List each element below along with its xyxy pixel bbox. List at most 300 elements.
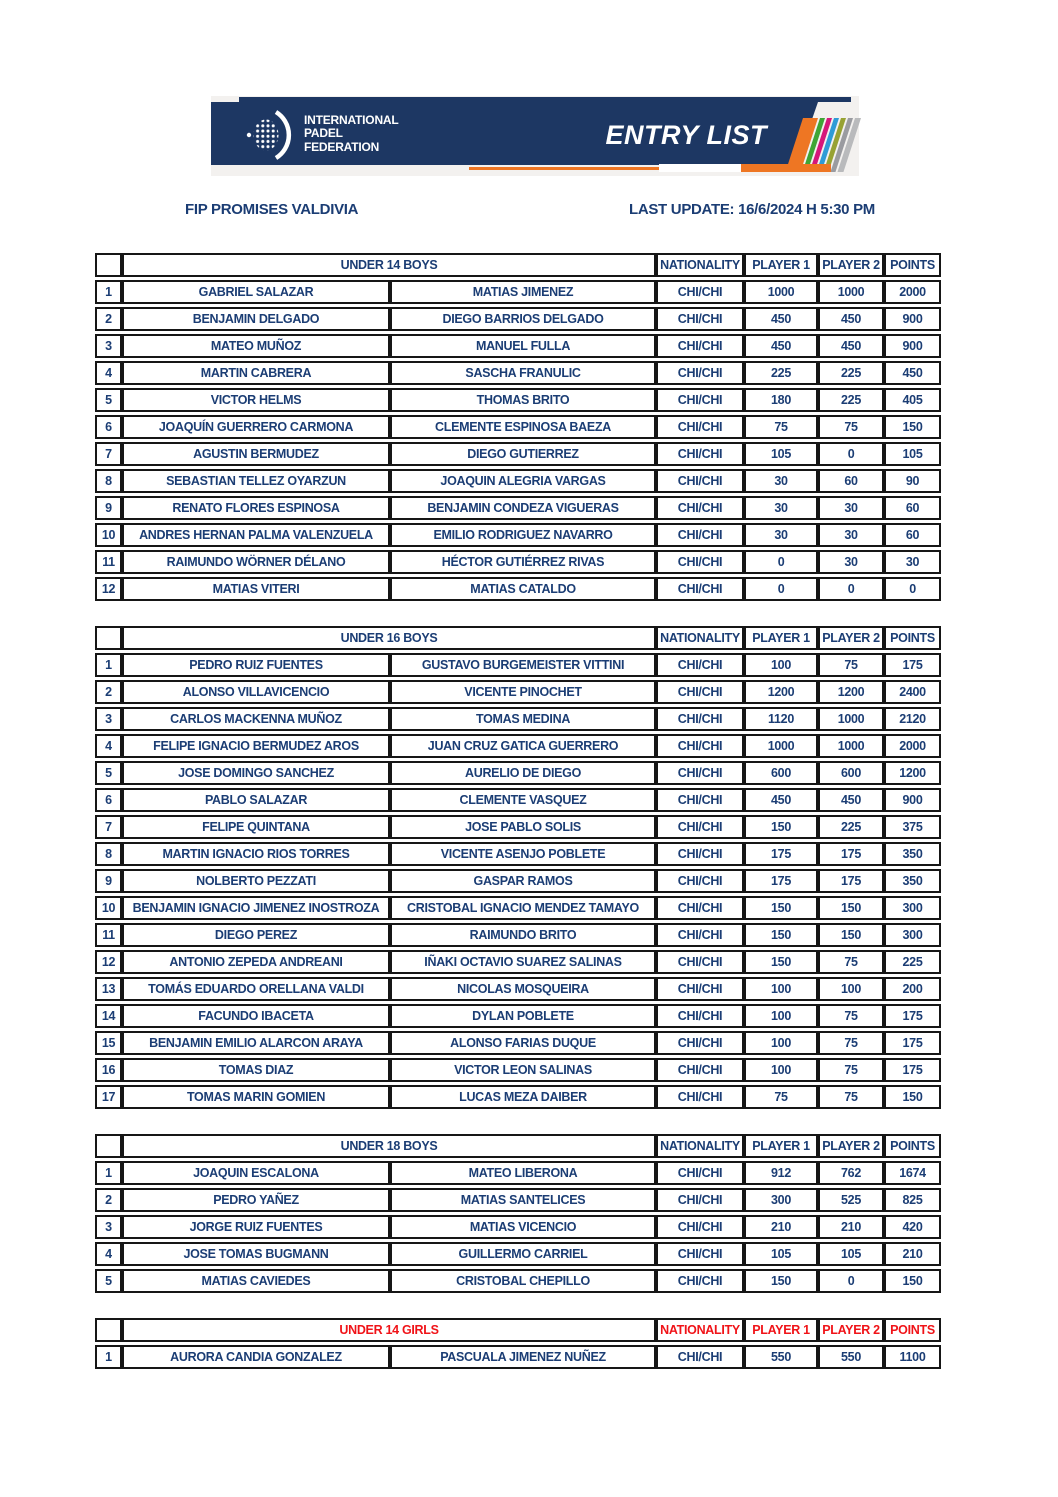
player1-name: JOSE TOMAS BUGMANN bbox=[122, 1242, 390, 1266]
header-banner bbox=[211, 96, 859, 176]
player1-points: 175 bbox=[744, 842, 818, 866]
points-total: 150 bbox=[884, 1269, 941, 1293]
col-header-player2: PLAYER 2 bbox=[818, 1134, 884, 1158]
points-total: 175 bbox=[884, 1004, 941, 1028]
table-row bbox=[95, 1004, 941, 1028]
player1-points: 0 bbox=[744, 577, 818, 601]
table-row bbox=[95, 1188, 941, 1212]
nationality-cell: CHI/CHI bbox=[656, 415, 744, 439]
player2-name: MATIAS CATALDO bbox=[390, 577, 656, 601]
player1-points: 100 bbox=[744, 653, 818, 677]
player2-name: VICENTE PINOCHET bbox=[390, 680, 656, 704]
points-total: 200 bbox=[884, 977, 941, 1001]
nationality-cell: CHI/CHI bbox=[656, 680, 744, 704]
player1-name: ALONSO VILLAVICENCIO bbox=[122, 680, 390, 704]
nationality-cell: CHI/CHI bbox=[656, 923, 744, 947]
meta-row bbox=[185, 201, 875, 218]
col-header-nationality: NATIONALITY bbox=[656, 1134, 744, 1158]
player2-points: 225 bbox=[818, 388, 884, 412]
player1-points: 150 bbox=[744, 950, 818, 974]
nationality-cell: CHI/CHI bbox=[656, 1004, 744, 1028]
player2-name: AURELIO DE DIEGO bbox=[390, 761, 656, 785]
row-number: 3 bbox=[95, 707, 122, 731]
logo-line-1: INTERNATIONAL bbox=[304, 113, 399, 128]
player2-points: 30 bbox=[818, 496, 884, 520]
player2-name: HÉCTOR GUTIÉRREZ RIVAS bbox=[390, 550, 656, 574]
row-number: 7 bbox=[95, 815, 122, 839]
player2-name: EMILIO RODRIGUEZ NAVARRO bbox=[390, 523, 656, 547]
player1-name: VICTOR HELMS bbox=[122, 388, 390, 412]
row-number: 15 bbox=[95, 1031, 122, 1055]
table-row bbox=[95, 842, 941, 866]
points-total: 0 bbox=[884, 577, 941, 601]
nationality-cell: CHI/CHI bbox=[656, 469, 744, 493]
player2-name: DIEGO BARRIOS DELGADO bbox=[390, 307, 656, 331]
row-number: 14 bbox=[95, 1004, 122, 1028]
entry-table bbox=[95, 250, 941, 604]
player1-name: MATEO MUÑOZ bbox=[122, 334, 390, 358]
row-number: 4 bbox=[95, 1242, 122, 1266]
player2-name: MATIAS SANTELICES bbox=[390, 1188, 656, 1212]
nationality-cell: CHI/CHI bbox=[656, 550, 744, 574]
player2-points: 0 bbox=[818, 442, 884, 466]
points-total: 150 bbox=[884, 415, 941, 439]
nationality-cell: CHI/CHI bbox=[656, 442, 744, 466]
player2-points: 450 bbox=[818, 307, 884, 331]
points-total: 1100 bbox=[884, 1345, 941, 1369]
points-total: 150 bbox=[884, 1085, 941, 1109]
table-row bbox=[95, 896, 941, 920]
player2-points: 75 bbox=[818, 1004, 884, 1028]
nationality-cell: CHI/CHI bbox=[656, 1161, 744, 1185]
player1-name: TOMÁS EDUARDO ORELLANA VALDI bbox=[122, 977, 390, 1001]
player1-points: 300 bbox=[744, 1188, 818, 1212]
table-row bbox=[95, 388, 941, 412]
player2-points: 75 bbox=[818, 653, 884, 677]
col-header-player1: PLAYER 1 bbox=[744, 1134, 818, 1158]
player2-name: CRISTOBAL CHEPILLO bbox=[390, 1269, 656, 1293]
player1-name: JOAQUIN ESCALONA bbox=[122, 1161, 390, 1185]
logo-wordmark bbox=[304, 114, 399, 154]
table-row bbox=[95, 653, 941, 677]
player2-points: 75 bbox=[818, 1031, 884, 1055]
points-total: 300 bbox=[884, 896, 941, 920]
row-number: 2 bbox=[95, 1188, 122, 1212]
nationality-cell: CHI/CHI bbox=[656, 1345, 744, 1369]
col-header-nationality: NATIONALITY bbox=[656, 626, 744, 650]
player2-points: 225 bbox=[818, 815, 884, 839]
table-row bbox=[95, 1269, 941, 1293]
nationality-cell: CHI/CHI bbox=[656, 1215, 744, 1239]
row-number: 5 bbox=[95, 388, 122, 412]
row-number: 4 bbox=[95, 734, 122, 758]
player1-name: JOAQUÍN GUERRERO CARMONA bbox=[122, 415, 390, 439]
player1-name: BENJAMIN DELGADO bbox=[122, 307, 390, 331]
player1-name: AGUSTIN BERMUDEZ bbox=[122, 442, 390, 466]
tables bbox=[95, 250, 941, 1391]
player1-points: 1200 bbox=[744, 680, 818, 704]
nationality-cell: CHI/CHI bbox=[656, 815, 744, 839]
player1-name: RENATO FLORES ESPINOSA bbox=[122, 496, 390, 520]
player1-points: 150 bbox=[744, 815, 818, 839]
entry-table bbox=[95, 1131, 941, 1296]
table-row bbox=[95, 442, 941, 466]
player2-points: 150 bbox=[818, 896, 884, 920]
player2-points: 550 bbox=[818, 1345, 884, 1369]
table-row bbox=[95, 788, 941, 812]
player2-points: 100 bbox=[818, 977, 884, 1001]
player2-name: GUSTAVO BURGEMEISTER VITTINI bbox=[390, 653, 656, 677]
row-number: 1 bbox=[95, 653, 122, 677]
row-number: 3 bbox=[95, 334, 122, 358]
player1-points: 1120 bbox=[744, 707, 818, 731]
padel-racket-icon bbox=[245, 108, 295, 160]
player2-points: 60 bbox=[818, 469, 884, 493]
nationality-cell: CHI/CHI bbox=[656, 896, 744, 920]
player2-name: MATIAS VICENCIO bbox=[390, 1215, 656, 1239]
player1-points: 30 bbox=[744, 496, 818, 520]
player1-name: CARLOS MACKENNA MUÑOZ bbox=[122, 707, 390, 731]
table-row bbox=[95, 869, 941, 893]
player1-points: 0 bbox=[744, 550, 818, 574]
player1-name: FELIPE QUINTANA bbox=[122, 815, 390, 839]
table-row bbox=[95, 1031, 941, 1055]
player1-name: FELIPE IGNACIO BERMUDEZ AROS bbox=[122, 734, 390, 758]
player2-points: 450 bbox=[818, 788, 884, 812]
player2-name: MATEO LIBERONA bbox=[390, 1161, 656, 1185]
points-total: 900 bbox=[884, 788, 941, 812]
nationality-cell: CHI/CHI bbox=[656, 707, 744, 731]
points-total: 2400 bbox=[884, 680, 941, 704]
points-total: 175 bbox=[884, 1058, 941, 1082]
points-total: 450 bbox=[884, 361, 941, 385]
points-total: 105 bbox=[884, 442, 941, 466]
table-row bbox=[95, 1345, 941, 1369]
row-number: 11 bbox=[95, 550, 122, 574]
points-total: 300 bbox=[884, 923, 941, 947]
player1-points: 550 bbox=[744, 1345, 818, 1369]
row-number: 8 bbox=[95, 469, 122, 493]
points-total: 90 bbox=[884, 469, 941, 493]
player1-name: DIEGO PEREZ bbox=[122, 923, 390, 947]
row-number: 3 bbox=[95, 1215, 122, 1239]
player1-name: JORGE RUIZ FUENTES bbox=[122, 1215, 390, 1239]
points-total: 60 bbox=[884, 496, 941, 520]
col-header-points: POINTS bbox=[884, 1318, 941, 1342]
table-row bbox=[95, 1242, 941, 1266]
player1-name: GABRIEL SALAZAR bbox=[122, 280, 390, 304]
player2-name: SASCHA FRANULIC bbox=[390, 361, 656, 385]
player2-name: JOSE PABLO SOLIS bbox=[390, 815, 656, 839]
nationality-cell: CHI/CHI bbox=[656, 761, 744, 785]
table-row bbox=[95, 1085, 941, 1109]
player1-points: 1000 bbox=[744, 734, 818, 758]
table-row bbox=[95, 577, 941, 601]
table-header-row bbox=[95, 1134, 941, 1158]
table-row bbox=[95, 1058, 941, 1082]
player1-name: ANTONIO ZEPEDA ANDREANI bbox=[122, 950, 390, 974]
col-header-points: POINTS bbox=[884, 253, 941, 277]
player1-points: 30 bbox=[744, 469, 818, 493]
header-spacer bbox=[95, 253, 122, 277]
player1-points: 912 bbox=[744, 1161, 818, 1185]
player2-name: VICTOR LEON SALINAS bbox=[390, 1058, 656, 1082]
player1-points: 150 bbox=[744, 923, 818, 947]
nationality-cell: CHI/CHI bbox=[656, 1188, 744, 1212]
points-total: 405 bbox=[884, 388, 941, 412]
player2-points: 0 bbox=[818, 577, 884, 601]
player2-points: 1000 bbox=[818, 280, 884, 304]
row-number: 6 bbox=[95, 415, 122, 439]
player2-points: 30 bbox=[818, 523, 884, 547]
nationality-cell: CHI/CHI bbox=[656, 307, 744, 331]
row-number: 2 bbox=[95, 307, 122, 331]
player2-name: TOMAS MEDINA bbox=[390, 707, 656, 731]
nationality-cell: CHI/CHI bbox=[656, 496, 744, 520]
col-header-player1: PLAYER 1 bbox=[744, 1318, 818, 1342]
player2-points: 175 bbox=[818, 842, 884, 866]
player1-points: 30 bbox=[744, 523, 818, 547]
table-row bbox=[95, 307, 941, 331]
logo-line-2: PADEL bbox=[304, 126, 343, 141]
last-update: LAST UPDATE: 16/6/2024 H 5:30 PM bbox=[628, 201, 875, 218]
table-row bbox=[95, 280, 941, 304]
player1-points: 105 bbox=[744, 1242, 818, 1266]
table-row bbox=[95, 815, 941, 839]
nationality-cell: CHI/CHI bbox=[656, 1058, 744, 1082]
entry-table bbox=[95, 623, 941, 1112]
player2-points: 150 bbox=[818, 923, 884, 947]
player1-name: MARTIN CABRERA bbox=[122, 361, 390, 385]
player2-name: GASPAR RAMOS bbox=[390, 869, 656, 893]
player2-name: DYLAN POBLETE bbox=[390, 1004, 656, 1028]
player2-name: MATIAS JIMENEZ bbox=[390, 280, 656, 304]
player1-name: AURORA CANDIA GONZALEZ bbox=[122, 1345, 390, 1369]
table-row bbox=[95, 761, 941, 785]
player1-points: 100 bbox=[744, 1031, 818, 1055]
col-header-player2: PLAYER 2 bbox=[818, 253, 884, 277]
event-name: FIP PROMISES VALDIVIA bbox=[185, 201, 359, 218]
points-total: 175 bbox=[884, 1031, 941, 1055]
table-row bbox=[95, 523, 941, 547]
player1-name: RAIMUNDO WÖRNER DÉLANO bbox=[122, 550, 390, 574]
nationality-cell: CHI/CHI bbox=[656, 653, 744, 677]
player2-name: JUAN CRUZ GATICA GUERRERO bbox=[390, 734, 656, 758]
table-row bbox=[95, 1215, 941, 1239]
player1-points: 100 bbox=[744, 1058, 818, 1082]
nationality-cell: CHI/CHI bbox=[656, 388, 744, 412]
nationality-cell: CHI/CHI bbox=[656, 977, 744, 1001]
player1-points: 150 bbox=[744, 896, 818, 920]
table-row bbox=[95, 361, 941, 385]
col-header-points: POINTS bbox=[884, 1134, 941, 1158]
player2-points: 1000 bbox=[818, 734, 884, 758]
table-header-row bbox=[95, 626, 941, 650]
player2-points: 1200 bbox=[818, 680, 884, 704]
table-title: UNDER 16 BOYS bbox=[122, 626, 656, 650]
entry-table bbox=[95, 1315, 941, 1372]
player1-name: MATIAS VITERI bbox=[122, 577, 390, 601]
points-total: 225 bbox=[884, 950, 941, 974]
player2-name: RAIMUNDO BRITO bbox=[390, 923, 656, 947]
nationality-cell: CHI/CHI bbox=[656, 950, 744, 974]
table-title: UNDER 18 BOYS bbox=[122, 1134, 656, 1158]
header-spacer bbox=[95, 626, 122, 650]
points-total: 900 bbox=[884, 307, 941, 331]
points-total: 1200 bbox=[884, 761, 941, 785]
player2-name: LUCAS MEZA DAIBER bbox=[390, 1085, 656, 1109]
row-number: 12 bbox=[95, 577, 122, 601]
player2-points: 75 bbox=[818, 1058, 884, 1082]
player2-name: ALONSO FARIAS DUQUE bbox=[390, 1031, 656, 1055]
player2-points: 0 bbox=[818, 1269, 884, 1293]
player1-points: 175 bbox=[744, 869, 818, 893]
player1-points: 105 bbox=[744, 442, 818, 466]
table-header-row bbox=[95, 253, 941, 277]
table-row bbox=[95, 496, 941, 520]
player1-points: 75 bbox=[744, 415, 818, 439]
table-row bbox=[95, 469, 941, 493]
table-row bbox=[95, 680, 941, 704]
player1-points: 1000 bbox=[744, 280, 818, 304]
table-row bbox=[95, 950, 941, 974]
nationality-cell: CHI/CHI bbox=[656, 734, 744, 758]
table-row bbox=[95, 923, 941, 947]
player1-points: 450 bbox=[744, 334, 818, 358]
player1-name: TOMAS MARIN GOMIEN bbox=[122, 1085, 390, 1109]
points-total: 1674 bbox=[884, 1161, 941, 1185]
player2-name: JOAQUIN ALEGRIA VARGAS bbox=[390, 469, 656, 493]
points-total: 900 bbox=[884, 334, 941, 358]
table-row bbox=[95, 977, 941, 1001]
nationality-cell: CHI/CHI bbox=[656, 523, 744, 547]
player1-name: MATIAS CAVIEDES bbox=[122, 1269, 390, 1293]
banner-underline-thin bbox=[469, 167, 659, 170]
player1-name: FACUNDO IBACETA bbox=[122, 1004, 390, 1028]
player1-points: 180 bbox=[744, 388, 818, 412]
player2-points: 762 bbox=[818, 1161, 884, 1185]
player1-name: PEDRO YAÑEZ bbox=[122, 1188, 390, 1212]
player2-name: PASCUALA JIMENEZ NUÑEZ bbox=[390, 1345, 656, 1369]
player2-points: 75 bbox=[818, 1085, 884, 1109]
col-header-player1: PLAYER 1 bbox=[744, 626, 818, 650]
banner-underline-white bbox=[659, 164, 741, 172]
points-total: 2000 bbox=[884, 734, 941, 758]
table-row bbox=[95, 707, 941, 731]
player1-name: SEBASTIAN TELLEZ OYARZUN bbox=[122, 469, 390, 493]
player1-points: 100 bbox=[744, 977, 818, 1001]
row-number: 5 bbox=[95, 761, 122, 785]
player2-points: 600 bbox=[818, 761, 884, 785]
player1-name: JOSE DOMINGO SANCHEZ bbox=[122, 761, 390, 785]
table-row bbox=[95, 1161, 941, 1185]
player1-points: 150 bbox=[744, 1269, 818, 1293]
nationality-cell: CHI/CHI bbox=[656, 361, 744, 385]
player2-points: 525 bbox=[818, 1188, 884, 1212]
player1-points: 75 bbox=[744, 1085, 818, 1109]
table-row bbox=[95, 334, 941, 358]
banner-underline-orange bbox=[741, 164, 831, 172]
table-title: UNDER 14 BOYS bbox=[122, 253, 656, 277]
player1-name: TOMAS DIAZ bbox=[122, 1058, 390, 1082]
table-row bbox=[95, 734, 941, 758]
row-number: 10 bbox=[95, 523, 122, 547]
points-total: 2120 bbox=[884, 707, 941, 731]
logo-line-3: FEDERATION bbox=[304, 139, 380, 154]
nationality-cell: CHI/CHI bbox=[656, 788, 744, 812]
nationality-cell: CHI/CHI bbox=[656, 1085, 744, 1109]
nationality-cell: CHI/CHI bbox=[656, 869, 744, 893]
row-number: 8 bbox=[95, 842, 122, 866]
row-number: 2 bbox=[95, 680, 122, 704]
row-number: 16 bbox=[95, 1058, 122, 1082]
player2-name: MANUEL FULLA bbox=[390, 334, 656, 358]
table-row bbox=[95, 415, 941, 439]
player2-points: 225 bbox=[818, 361, 884, 385]
nationality-cell: CHI/CHI bbox=[656, 577, 744, 601]
player2-name: BENJAMIN CONDEZA VIGUERAS bbox=[390, 496, 656, 520]
player2-name: THOMAS BRITO bbox=[390, 388, 656, 412]
table-title: UNDER 14 GIRLS bbox=[122, 1318, 656, 1342]
player2-points: 75 bbox=[818, 950, 884, 974]
points-total: 420 bbox=[884, 1215, 941, 1239]
row-number: 5 bbox=[95, 1269, 122, 1293]
row-number: 1 bbox=[95, 1345, 122, 1369]
header-spacer bbox=[95, 1134, 122, 1158]
player2-name: CLEMENTE VASQUEZ bbox=[390, 788, 656, 812]
row-number: 6 bbox=[95, 788, 122, 812]
row-number: 1 bbox=[95, 280, 122, 304]
player2-points: 175 bbox=[818, 869, 884, 893]
row-number: 9 bbox=[95, 869, 122, 893]
points-total: 60 bbox=[884, 523, 941, 547]
col-header-player2: PLAYER 2 bbox=[818, 1318, 884, 1342]
entry-list-title: ENTRY LIST bbox=[605, 120, 767, 150]
row-number: 11 bbox=[95, 923, 122, 947]
row-number: 17 bbox=[95, 1085, 122, 1109]
points-total: 825 bbox=[884, 1188, 941, 1212]
player2-name: GUILLERMO CARRIEL bbox=[390, 1242, 656, 1266]
col-header-points: POINTS bbox=[884, 626, 941, 650]
player1-name: BENJAMIN IGNACIO JIMENEZ INOSTROZA bbox=[122, 896, 390, 920]
col-header-player1: PLAYER 1 bbox=[744, 253, 818, 277]
table-row bbox=[95, 550, 941, 574]
player1-name: PEDRO RUIZ FUENTES bbox=[122, 653, 390, 677]
points-total: 210 bbox=[884, 1242, 941, 1266]
player1-name: ANDRES HERNAN PALMA VALENZUELA bbox=[122, 523, 390, 547]
player2-points: 450 bbox=[818, 334, 884, 358]
player2-name: IÑAKI OCTAVIO SUAREZ SALINAS bbox=[390, 950, 656, 974]
player1-points: 100 bbox=[744, 1004, 818, 1028]
col-header-player2: PLAYER 2 bbox=[818, 626, 884, 650]
row-number: 13 bbox=[95, 977, 122, 1001]
player1-points: 600 bbox=[744, 761, 818, 785]
player1-points: 450 bbox=[744, 307, 818, 331]
player2-points: 75 bbox=[818, 415, 884, 439]
nationality-cell: CHI/CHI bbox=[656, 1269, 744, 1293]
nationality-cell: CHI/CHI bbox=[656, 1031, 744, 1055]
nationality-cell: CHI/CHI bbox=[656, 1242, 744, 1266]
row-number: 1 bbox=[95, 1161, 122, 1185]
row-number: 4 bbox=[95, 361, 122, 385]
nationality-cell: CHI/CHI bbox=[656, 334, 744, 358]
player1-points: 225 bbox=[744, 361, 818, 385]
nationality-cell: CHI/CHI bbox=[656, 280, 744, 304]
header-spacer bbox=[95, 1318, 122, 1342]
fip-logo bbox=[245, 108, 399, 160]
player1-name: NOLBERTO PEZZATI bbox=[122, 869, 390, 893]
points-total: 30 bbox=[884, 550, 941, 574]
